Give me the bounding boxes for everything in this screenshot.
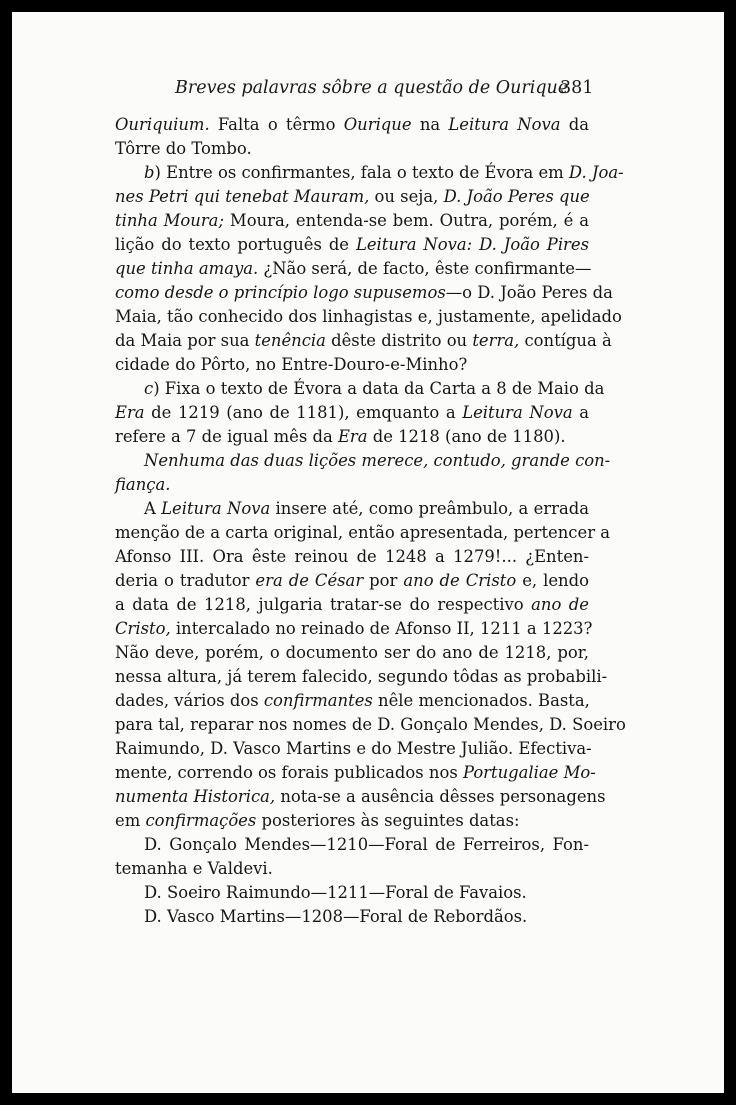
- text-run: ¿Não será, de facto, êste confirmante—: [258, 259, 592, 278]
- text-run: para tal, reparar nos nomes de D. Gonçalo Mendes, D. Soeiro: [115, 715, 626, 734]
- text-run: dêste distrito ou: [325, 331, 473, 350]
- text-line: [115, 857, 589, 881]
- text-line: [115, 449, 611, 473]
- text-line: [115, 257, 592, 281]
- text-line: [115, 617, 593, 641]
- text-run: e, lendo: [516, 571, 589, 590]
- italic-run: confirmantes: [263, 691, 373, 710]
- italic-run: Leitura Nova: [448, 115, 561, 134]
- text-run: posteriores às seguintes datas:: [256, 811, 520, 830]
- text-run: Não deve, porém, o documento ser do ano de 1218, por,: [115, 643, 589, 662]
- italic-run: nes Petri qui tenebat Mauram,: [115, 187, 370, 206]
- text-line: [115, 113, 589, 137]
- italic-run: tinha Moura;: [115, 211, 224, 230]
- text-run: ) Entre os confirmantes, fala o texto de Évora em: [154, 163, 569, 182]
- text-line: [115, 497, 589, 521]
- italic-run: numenta Historica,: [115, 787, 276, 806]
- text-line: [115, 785, 606, 809]
- text-line: [115, 593, 589, 617]
- italic-run: ano de Cristo: [403, 571, 517, 590]
- text-run: ou seja,: [369, 187, 444, 206]
- italic-run: confirmações: [145, 811, 257, 830]
- text-line: [115, 137, 589, 161]
- italic-run: terra,: [472, 331, 520, 350]
- text-run: Moura, entenda-se bem. Outra, porém, é a: [223, 211, 589, 230]
- italic-run: D. Joa-: [568, 163, 624, 182]
- text-run: A: [144, 499, 162, 518]
- italic-run: b: [144, 163, 155, 182]
- italic-run: c: [144, 379, 154, 398]
- text-run: a data de 1218, julgaria tratar-se do respectivo: [115, 595, 532, 614]
- text-line: [115, 401, 589, 425]
- text-line: [115, 905, 589, 929]
- page-number: 381: [560, 78, 594, 98]
- book-page: [12, 12, 724, 1093]
- text-run: por: [363, 571, 404, 590]
- text-run: Maia, tão conhecido dos linhagistas e, justamente, apelidado: [115, 307, 622, 326]
- italic-run: Leitura Nova: [462, 403, 573, 422]
- italic-run: como desde o princípio logo supusemos: [115, 283, 446, 302]
- running-title: Breves palavras sôbre a questão de Ourique: [175, 78, 569, 98]
- text-line: [115, 809, 589, 833]
- text-line: [115, 737, 592, 761]
- text-line: [115, 761, 596, 785]
- text-line: [115, 521, 611, 545]
- text-run: refere a 7 de igual mês da: [115, 427, 338, 446]
- text-run: nêle mencionados. Basta,: [372, 691, 590, 710]
- text-line: [115, 545, 589, 569]
- italic-run: Leitura Nova: [161, 499, 271, 518]
- text-run: insere até, como preâmbulo, a errada: [270, 499, 589, 518]
- text-line: [115, 185, 589, 209]
- text-run: D. Soeiro Raimundo—1211—Foral de Favaios.: [144, 883, 527, 902]
- text-run: intercalado no reinado de Afonso II, 1211 a 1223?: [170, 619, 593, 638]
- text-run: Raimundo, D. Vasco Martins e do Mestre Julião. Efectiva-: [115, 739, 592, 758]
- text-run: na: [411, 115, 449, 134]
- text-run: Afonso III. Ora êste reinou de 1248 a 1279!... ¿Enten-: [115, 547, 589, 566]
- text-run: em: [115, 811, 146, 830]
- text-run: —o D. João Peres da: [445, 283, 613, 302]
- italic-run: Ourique: [343, 115, 412, 134]
- text-line: [115, 713, 626, 737]
- text-run: a: [572, 403, 589, 422]
- text-run: Tôrre do Tombo.: [115, 139, 252, 158]
- text-line: [115, 377, 605, 401]
- text-run: ) Fixa o texto de Évora a data da Carta a 8 de Maio da: [153, 379, 605, 398]
- text-line: [115, 689, 589, 713]
- italic-run: Leitura Nova: D. João Pires: [355, 235, 590, 254]
- text-line: [115, 569, 589, 593]
- text-run: D. Vasco Martins—1208—Foral de Rebordãos.: [144, 907, 528, 926]
- italic-run: Cristo,: [115, 619, 171, 638]
- text-line: [115, 425, 589, 449]
- text-run: da Maia por sua: [115, 331, 255, 350]
- italic-run: tenência: [254, 331, 326, 350]
- text-line: [115, 641, 589, 665]
- text-line: [115, 665, 608, 689]
- italic-run: Nenhuma das duas lições merece, contudo, grande con-: [144, 451, 611, 470]
- text-line: [115, 209, 589, 233]
- text-line: [115, 305, 622, 329]
- text-run: temanha e Valdevi.: [115, 859, 273, 878]
- italic-run: fiança.: [115, 475, 171, 494]
- text-run: menção de a carta original, então apresentada, pertencer a: [115, 523, 611, 542]
- text-line: [115, 473, 589, 497]
- text-run: Falta o têrmo: [209, 115, 344, 134]
- text-run: nota-se a ausência dêsses personagens: [275, 787, 606, 806]
- italic-run: que tinha amaya.: [115, 259, 259, 278]
- text-line: [115, 353, 589, 377]
- text-line: [115, 881, 589, 905]
- text-line: [115, 833, 589, 857]
- text-run: da: [560, 115, 590, 134]
- text-run: lição do texto português de: [115, 235, 356, 254]
- text-run: de 1219 (ano de 1181), emquanto a: [144, 403, 463, 422]
- text-run: contígua à: [519, 331, 612, 350]
- text-line: [115, 233, 589, 257]
- text-run: mente, correndo os forais publicados nos: [115, 763, 463, 782]
- body-text: [115, 113, 626, 929]
- text-line: [115, 329, 612, 353]
- text-run: deria o tradutor: [115, 571, 256, 590]
- italic-run: Ouriquium.: [115, 115, 210, 134]
- italic-run: Portugaliae Mo-: [462, 763, 596, 782]
- text-run: de 1218 (ano de 1180).: [367, 427, 566, 446]
- italic-run: ano de: [531, 595, 589, 614]
- italic-run: Era: [337, 427, 368, 446]
- text-run: dades, vários dos: [115, 691, 264, 710]
- text-line: [115, 161, 624, 185]
- text-run: nessa altura, já terem falecido, segundo tôdas as probabili-: [115, 667, 608, 686]
- italic-run: era de César: [255, 571, 364, 590]
- italic-run: D. João Peres que: [443, 187, 590, 206]
- italic-run: Era: [115, 403, 145, 422]
- text-line: [115, 281, 613, 305]
- text-run: D. Gonçalo Mendes—1210—Foral de Ferreiros, Fon-: [144, 835, 589, 854]
- text-run: cidade do Pôrto, no Entre-Douro-e-Minho?: [115, 355, 468, 374]
